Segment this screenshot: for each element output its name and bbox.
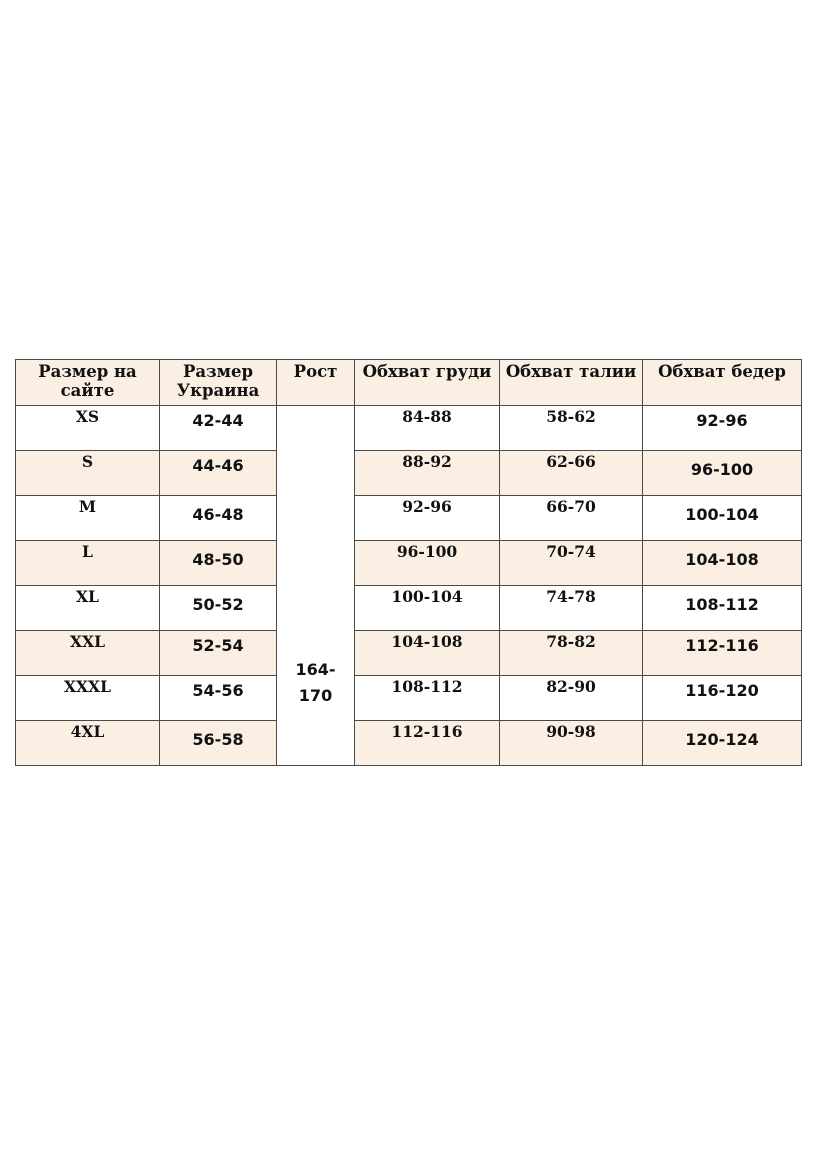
site-size-cell: XS [75, 407, 100, 426]
ua-size-cell: 48-50 [192, 550, 244, 569]
table-header-row [16, 360, 802, 406]
hips-cell: 100-104 [685, 505, 759, 524]
site-size-cell: XL [76, 587, 99, 606]
site-size-cell: S [81, 452, 94, 471]
waist-cell: 66-70 [546, 497, 596, 516]
header-height: Рост [277, 360, 355, 406]
header-waist: Обхват талии [500, 360, 643, 406]
table-row [16, 721, 802, 766]
hips-cell: 108-112 [685, 595, 759, 614]
hips-cell: 120-124 [685, 730, 759, 749]
height-cell: 164- 170 [277, 406, 355, 766]
chest-cell: 112-116 [391, 722, 463, 741]
header-site-size: Размер на сайте [16, 360, 160, 406]
ua-size-cell: 54-56 [192, 681, 244, 700]
ua-size-cell: 44-46 [192, 456, 244, 475]
table-row [16, 451, 802, 496]
header-hips: Обхват бедер [643, 360, 802, 406]
waist-cell: 70-74 [546, 542, 596, 561]
table-row [16, 586, 802, 631]
table-row [16, 676, 802, 721]
waist-cell: 90-98 [546, 722, 596, 741]
chest-cell: 92-96 [402, 497, 452, 516]
table-row [16, 631, 802, 676]
table-row [16, 406, 802, 451]
hips-cell: 112-116 [685, 636, 759, 655]
site-size-cell: XXXL [64, 677, 111, 696]
chest-cell: 96-100 [396, 542, 458, 561]
chest-cell: 88-92 [402, 452, 452, 471]
table-row [16, 541, 802, 586]
ua-size-cell: 46-48 [192, 505, 244, 524]
site-size-cell: 4XL [70, 722, 105, 741]
header-ua-size: Размер Украина [160, 360, 277, 406]
hips-cell: 104-108 [685, 550, 759, 569]
table-row [16, 496, 802, 541]
ua-size-cell: 56-58 [192, 730, 244, 749]
waist-cell: 62-66 [546, 452, 596, 471]
chest-cell: 100-104 [391, 587, 463, 606]
site-size-cell: XXL [70, 632, 105, 651]
chest-cell: 108-112 [391, 677, 463, 696]
hips-cell: 116-120 [685, 681, 759, 700]
waist-cell: 58-62 [546, 407, 596, 426]
waist-cell: 74-78 [546, 587, 596, 606]
waist-cell: 82-90 [546, 677, 596, 696]
ua-size-cell: 50-52 [192, 595, 244, 614]
ua-size-cell: 42-44 [192, 411, 244, 430]
chest-cell: 84-88 [402, 407, 452, 426]
chest-cell: 104-108 [391, 632, 463, 651]
hips-cell: 92-96 [696, 411, 748, 430]
waist-cell: 78-82 [546, 632, 596, 651]
site-size-cell: M [78, 497, 97, 516]
ua-size-cell: 52-54 [192, 636, 244, 655]
size-chart-table [15, 359, 802, 766]
hips-cell: 96-100 [690, 460, 754, 479]
site-size-cell: L [82, 542, 93, 561]
header-chest: Обхват груди [355, 360, 500, 406]
